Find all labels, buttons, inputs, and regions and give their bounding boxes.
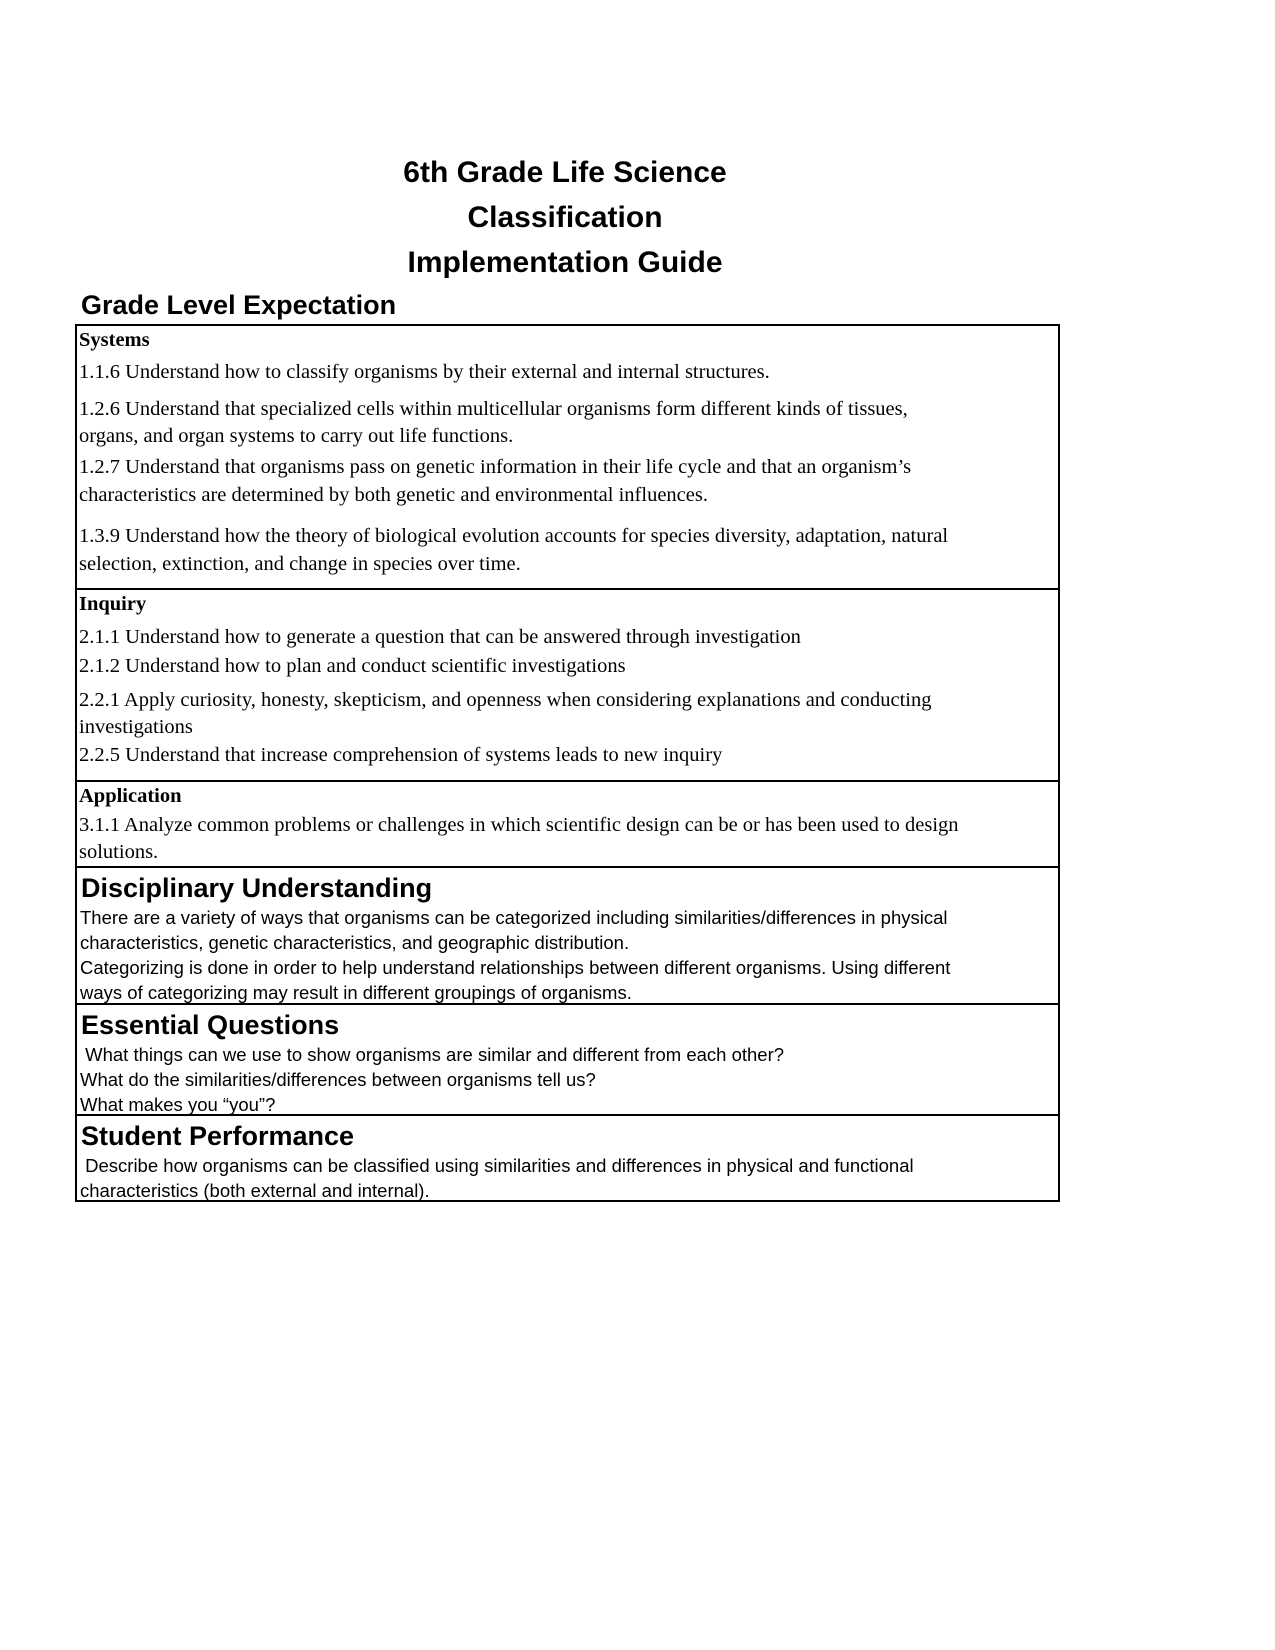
systems-section — [75, 324, 1060, 588]
understanding-line: Categorizing is done in order to help understand relationships between different organisms. Using different — [80, 957, 951, 978]
student-performance-section — [75, 1114, 1060, 1202]
standard-line: investigations — [79, 716, 193, 738]
standard-line: 1.2.6 Understand that specialized cells within multicellular organisms form different kinds of tissues, — [79, 398, 908, 420]
inquiry-heading: Inquiry — [79, 593, 147, 615]
document-title: 6th Grade Life Science — [403, 156, 727, 189]
systems-heading: Systems — [79, 329, 150, 351]
standard-line: selection, extinction, and change in species over time. — [79, 553, 521, 575]
performance-line: characteristics (both external and internal). — [80, 1180, 430, 1201]
disciplinary-understanding-section — [75, 866, 1060, 1003]
question-line: What makes you “you”? — [80, 1094, 276, 1115]
essential-questions-heading: Essential Questions — [81, 1010, 340, 1040]
standard-line: organs, and organ systems to carry out life functions. — [79, 425, 514, 447]
standard-line: characteristics are determined by both genetic and environmental influences. — [79, 484, 708, 506]
question-line: What things can we use to show organisms are similar and different from each other? — [80, 1044, 785, 1065]
application-heading: Application — [79, 785, 182, 807]
standard-line: 2.1.1 Understand how to generate a question that can be answered through investigation — [79, 626, 801, 648]
grade-level-expectation-heading: Grade Level Expectation — [81, 290, 397, 320]
standard-line: solutions. — [79, 841, 159, 863]
standard-line: 1.1.6 Understand how to classify organisms by their external and internal structures. — [79, 361, 770, 383]
standard-line: 3.1.1 Analyze common problems or challenges in which scientific design can be or has been used to design — [79, 814, 959, 836]
application-section — [75, 780, 1060, 866]
standard-line: 1.3.9 Understand how the theory of biological evolution accounts for species diversity, adaptation, natural — [79, 525, 949, 547]
document-subtitle: Classification — [467, 201, 663, 234]
document-guide-title: Implementation Guide — [407, 246, 723, 279]
student-performance-heading: Student Performance — [81, 1121, 355, 1151]
understanding-line: There are a variety of ways that organisms can be categorized including similarities/differences in physical — [80, 907, 948, 928]
essential-questions-section — [75, 1003, 1060, 1114]
disciplinary-understanding-heading: Disciplinary Understanding — [81, 873, 433, 903]
standard-line: 2.1.2 Understand how to plan and conduct scientific investigations — [79, 655, 626, 677]
inquiry-section — [75, 588, 1060, 780]
standard-line: 2.2.1 Apply curiosity, honesty, skepticism, and openness when considering explanations and conducting — [79, 689, 932, 711]
understanding-line: ways of categorizing may result in different groupings of organisms. — [80, 982, 632, 1003]
question-line: What do the similarities/differences between organisms tell us? — [80, 1069, 596, 1090]
understanding-line: characteristics, genetic characteristics, and geographic distribution. — [80, 932, 630, 953]
performance-line: Describe how organisms can be classified using similarities and differences in physical and functional — [80, 1155, 914, 1176]
standard-line: 1.2.7 Understand that organisms pass on genetic information in their life cycle and that an organism’s — [79, 456, 912, 478]
standard-line: 2.2.5 Understand that increase comprehension of systems leads to new inquiry — [79, 744, 723, 766]
